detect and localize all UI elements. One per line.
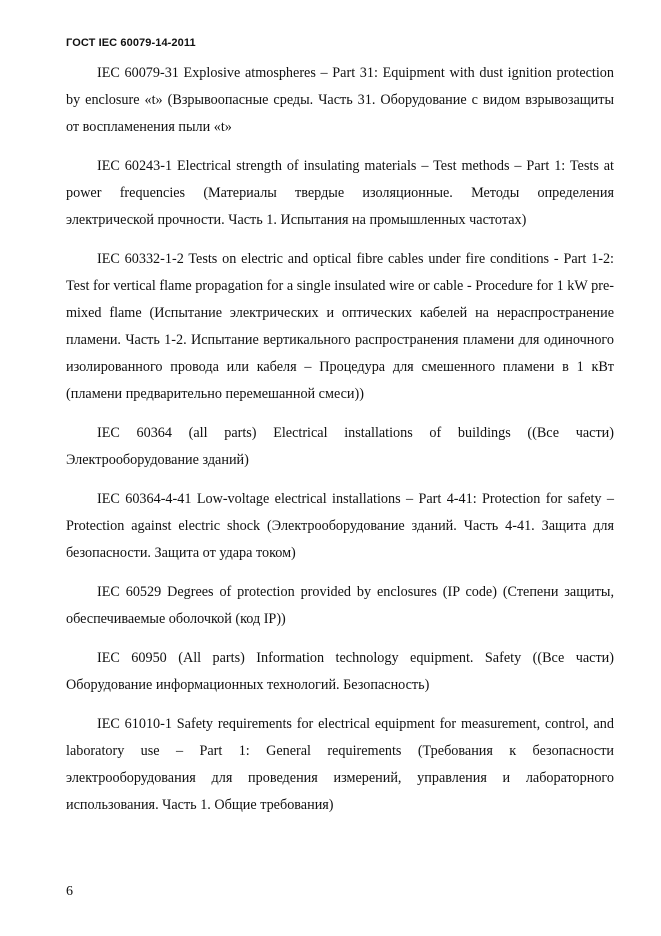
reference-item: IEC 60332-1-2 Tests on electric and optical fibre cables under fire conditions - Part 1-2: Test for vertical flame propagation for a single insulated wire or cable - Procedure for 1 kW pre-mixed flame (Испытание электрических и оптических кабелей на нераспространение пламени. Часть 1-2. Испытание вертикального распространения пламени для одиночного изолированного провода или кабеля – Процедура для смешенного пламени в 1 кВт (пламени предварительно перемешанной смеси))	[66, 251, 614, 402]
reference-item: IEC 60950 (All parts) Information technology equipment. Safety ((Все части) Оборудование информационных технологий. Безопасность)	[66, 650, 614, 693]
reference-list	[66, 60, 614, 831]
reference-item: IEC 60243-1 Electrical strength of insulating materials – Test methods – Part 1: Tests at power frequencies (Материалы твердые изоляционные. Методы определения электрической прочности. Часть 1. Испытания на промышленных частотах)	[66, 158, 614, 228]
reference-item: IEC 61010-1 Safety requirements for electrical equipment for measurement, control, and laboratory use – Part 1: General requirements (Требования к безопасности электрооборудования для проведения измерений, управления и лабораторного использования. Часть 1. Общие требования)	[66, 716, 614, 813]
reference-item: IEC 60364 (all parts) Electrical installations of buildings ((Все части) Электрооборудование зданий)	[66, 425, 614, 468]
page-number: 6	[66, 884, 73, 899]
reference-item: IEC 60079-31 Explosive atmospheres – Part 31: Equipment with dust ignition protection by enclosure «t» (Взрывоопасные среды. Часть 31. Оборудование с видом взрывозащиты от воспламенения пыли «t»	[66, 65, 614, 135]
reference-item: IEC 60529 Degrees of protection provided by enclosures (IP code) (Степени защиты, обеспечиваемые оболочкой (код IP))	[66, 584, 614, 627]
document-header: ГОСТ IEC 60079-14-2011	[66, 37, 196, 49]
reference-item: IEC 60364-4-41 Low-voltage electrical installations – Part 4-41: Protection for safety – Protection against electric shock (Электрооборудование зданий. Часть 4-41. Защита для безопасности. Защита от удара током)	[66, 491, 614, 561]
